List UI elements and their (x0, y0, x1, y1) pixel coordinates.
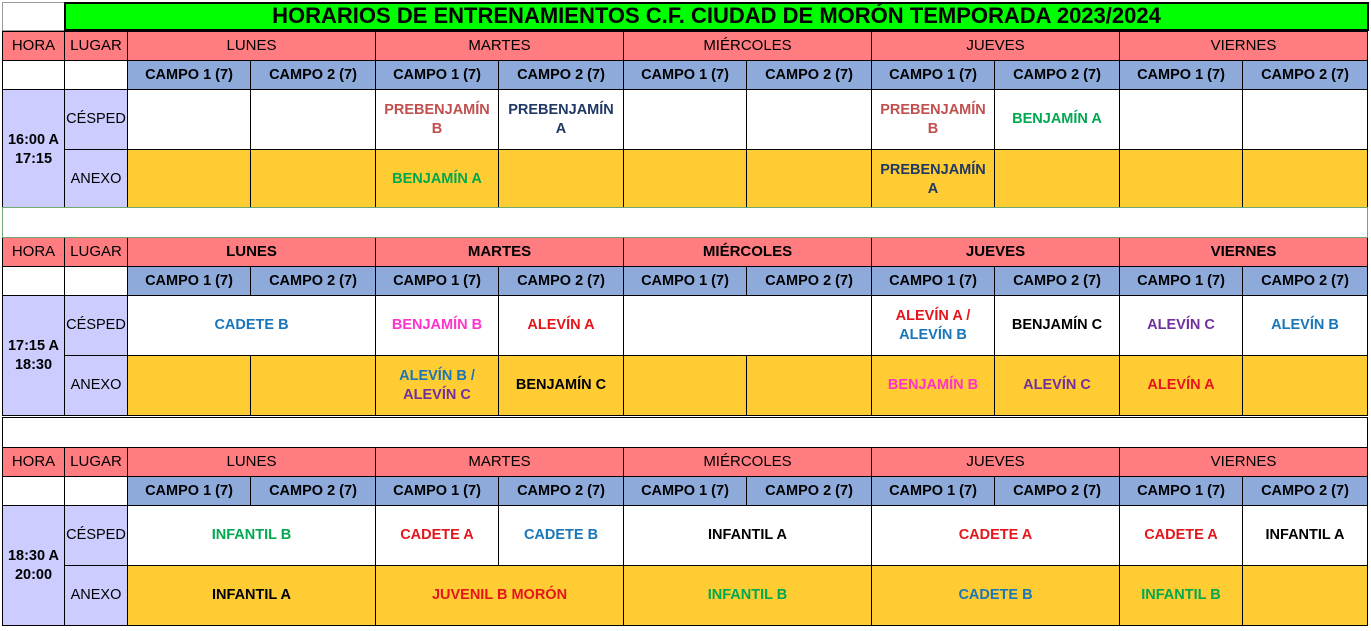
slot-team-stack (399, 367, 475, 405)
day-header-2[interactable]: MIÉRCOLES (623, 447, 872, 477)
slot-team-label: ALEVÍN A / (895, 307, 971, 324)
anexo-slot[interactable]: BENJAMÍN C (498, 355, 624, 416)
anexo-label[interactable]: ANEXO (64, 565, 128, 626)
campo-header[interactable]: CAMPO 1 (7) (871, 266, 995, 296)
separator-row[interactable] (2, 207, 1368, 238)
campo-header[interactable]: CAMPO 2 (7) (1242, 266, 1368, 296)
campo-header[interactable]: CAMPO 1 (7) (127, 266, 251, 296)
cesped-slot[interactable]: PREBENJAMÍN B (871, 89, 995, 150)
cesped-slot[interactable]: BENJAMÍN B (375, 295, 499, 356)
anexo-slot[interactable] (994, 149, 1120, 210)
cesped-slot[interactable]: CADETE A (1119, 505, 1243, 566)
anexo-slot[interactable]: ALEVÍN C (994, 355, 1120, 416)
cesped-slot[interactable]: ALEVÍN A (498, 295, 624, 356)
hora-header[interactable]: HORA (2, 447, 65, 477)
campo-header[interactable]: CAMPO 1 (7) (375, 266, 499, 296)
anexo-slot[interactable]: INFANTIL B (1119, 565, 1243, 626)
cesped-slot[interactable] (1119, 89, 1243, 150)
anexo-slot[interactable] (250, 355, 376, 416)
anexo-slot[interactable] (1242, 355, 1368, 416)
blank-cell[interactable] (2, 266, 65, 296)
campo-header[interactable]: CAMPO 1 (7) (127, 60, 251, 90)
campo-header[interactable]: CAMPO 1 (7) (127, 476, 251, 506)
day-header-0[interactable]: LUNES (127, 31, 376, 61)
campo-header[interactable]: CAMPO 2 (7) (746, 476, 872, 506)
day-header-4[interactable]: VIERNES (1119, 447, 1368, 477)
anexo-slot[interactable] (746, 355, 872, 416)
anexo-slot[interactable]: JUVENIL B MORÓN (375, 565, 624, 626)
cesped-slot[interactable]: CADETE A (871, 505, 1120, 566)
campo-header[interactable]: CAMPO 1 (7) (1119, 476, 1243, 506)
day-header-0[interactable]: LUNES (127, 237, 376, 267)
campo-header[interactable]: CAMPO 1 (7) (375, 476, 499, 506)
cesped-slot[interactable] (871, 295, 995, 356)
day-header-2[interactable]: MIÉRCOLES (623, 31, 872, 61)
cesped-slot[interactable]: CADETE B (127, 295, 376, 356)
anexo-slot[interactable] (623, 355, 747, 416)
anexo-slot[interactable] (1242, 149, 1368, 210)
cesped-slot[interactable]: BENJAMÍN A (994, 89, 1120, 150)
time-slot[interactable]: 18:30 A 20:00 (2, 505, 65, 626)
separator-row[interactable] (2, 417, 1368, 448)
campo-header[interactable]: CAMPO 2 (7) (250, 60, 376, 90)
campo-header[interactable]: CAMPO 2 (7) (994, 60, 1120, 90)
anexo-label[interactable]: ANEXO (64, 149, 128, 210)
cesped-slot[interactable] (623, 295, 872, 356)
cesped-slot[interactable]: INFANTIL A (1242, 505, 1368, 566)
anexo-slot[interactable] (1242, 565, 1368, 626)
campo-header[interactable]: CAMPO 1 (7) (871, 60, 995, 90)
day-header-1[interactable]: MARTES (375, 237, 624, 267)
cesped-slot[interactable]: ALEVÍN C (1119, 295, 1243, 356)
cesped-slot[interactable]: PREBENJAMÍN A (498, 89, 624, 150)
anexo-label[interactable]: ANEXO (64, 355, 128, 416)
blank-cell[interactable] (64, 476, 128, 506)
campo-header[interactable]: CAMPO 2 (7) (250, 476, 376, 506)
cesped-slot[interactable] (746, 89, 872, 150)
anexo-slot[interactable]: INFANTIL B (623, 565, 872, 626)
anexo-slot[interactable] (375, 355, 499, 416)
anexo-slot[interactable]: BENJAMÍN A (375, 149, 499, 210)
campo-header[interactable]: CAMPO 2 (7) (994, 476, 1120, 506)
cesped-slot[interactable] (623, 89, 747, 150)
anexo-slot[interactable] (1119, 149, 1243, 210)
campo-header[interactable]: CAMPO 1 (7) (375, 60, 499, 90)
day-header-2[interactable]: MIÉRCOLES (623, 237, 872, 267)
slot-team-label: ALEVÍN C (403, 386, 471, 403)
day-header-3[interactable]: JUEVES (871, 237, 1120, 267)
slot-team-stack (896, 307, 971, 345)
blank-cell[interactable] (64, 266, 128, 296)
campo-header[interactable]: CAMPO 1 (7) (1119, 266, 1243, 296)
time-slot[interactable]: 17:15 A 18:30 (2, 295, 65, 416)
cesped-slot[interactable] (1242, 89, 1368, 150)
corner-cell[interactable] (2, 2, 65, 31)
campo-header[interactable]: CAMPO 2 (7) (250, 266, 376, 296)
anexo-slot[interactable] (746, 149, 872, 210)
day-header-3[interactable]: JUEVES (871, 447, 1120, 477)
page-title[interactable]: HORARIOS DE ENTRENAMIENTOS C.F. CIUDAD DE MORÓN TEMPORADA 2023/2024 (64, 2, 1369, 31)
campo-header[interactable]: CAMPO 2 (7) (498, 60, 624, 90)
day-header-0[interactable]: LUNES (127, 447, 376, 477)
anexo-slot[interactable]: ALEVÍN A (1119, 355, 1243, 416)
cesped-slot[interactable]: CADETE B (498, 505, 624, 566)
anexo-slot[interactable]: PREBENJAMÍN A (871, 149, 995, 210)
cesped-slot[interactable]: INFANTIL B (127, 505, 376, 566)
blank-cell[interactable] (2, 60, 65, 90)
campo-header[interactable]: CAMPO 2 (7) (994, 266, 1120, 296)
day-header-1[interactable]: MARTES (375, 31, 624, 61)
campo-header[interactable]: CAMPO 2 (7) (1242, 476, 1368, 506)
anexo-slot[interactable] (127, 149, 251, 210)
blank-cell[interactable] (64, 60, 128, 90)
slot-team-label: ALEVÍN B / (399, 367, 475, 384)
anexo-slot[interactable]: BENJAMÍN B (871, 355, 995, 416)
cesped-label[interactable]: CÉSPED (64, 295, 128, 356)
campo-header[interactable]: CAMPO 2 (7) (1242, 60, 1368, 90)
cesped-slot[interactable]: ALEVÍN B (1242, 295, 1368, 356)
anexo-slot[interactable]: CADETE B (871, 565, 1120, 626)
cesped-slot[interactable]: BENJAMÍN C (994, 295, 1120, 356)
cesped-slot[interactable] (250, 89, 376, 150)
time-slot[interactable]: 16:00 A 17:15 (2, 89, 65, 210)
campo-header[interactable]: CAMPO 1 (7) (623, 60, 747, 90)
day-header-4[interactable]: VIERNES (1119, 31, 1368, 61)
campo-header[interactable]: CAMPO 1 (7) (871, 476, 995, 506)
lugar-header[interactable]: LUGAR (64, 447, 128, 477)
campo-header[interactable]: CAMPO 1 (7) (623, 266, 747, 296)
cesped-slot[interactable]: CADETE A (375, 505, 499, 566)
cesped-slot[interactable] (127, 89, 251, 150)
campo-header[interactable]: CAMPO 2 (7) (498, 476, 624, 506)
lugar-header[interactable]: LUGAR (64, 31, 128, 61)
anexo-slot[interactable] (498, 149, 624, 210)
anexo-slot[interactable] (623, 149, 747, 210)
anexo-slot[interactable] (250, 149, 376, 210)
campo-header[interactable]: CAMPO 1 (7) (1119, 60, 1243, 90)
hora-header[interactable]: HORA (2, 237, 65, 267)
lugar-header[interactable]: LUGAR (64, 237, 128, 267)
day-header-3[interactable]: JUEVES (871, 31, 1120, 61)
campo-header[interactable]: CAMPO 2 (7) (746, 60, 872, 90)
day-header-4[interactable]: VIERNES (1119, 237, 1368, 267)
day-header-1[interactable]: MARTES (375, 447, 624, 477)
cesped-slot[interactable]: PREBENJAMÍN B (375, 89, 499, 150)
campo-header[interactable]: CAMPO 1 (7) (623, 476, 747, 506)
cesped-slot[interactable]: INFANTIL A (623, 505, 872, 566)
slot-team-label: ALEVÍN B (899, 326, 967, 343)
blank-cell[interactable] (2, 476, 65, 506)
hora-header[interactable]: HORA (2, 31, 65, 61)
anexo-slot[interactable] (127, 355, 251, 416)
cesped-label[interactable]: CÉSPED (64, 505, 128, 566)
campo-header[interactable]: CAMPO 2 (7) (498, 266, 624, 296)
anexo-slot[interactable]: INFANTIL A (127, 565, 376, 626)
cesped-label[interactable]: CÉSPED (64, 89, 128, 150)
campo-header[interactable]: CAMPO 2 (7) (746, 266, 872, 296)
